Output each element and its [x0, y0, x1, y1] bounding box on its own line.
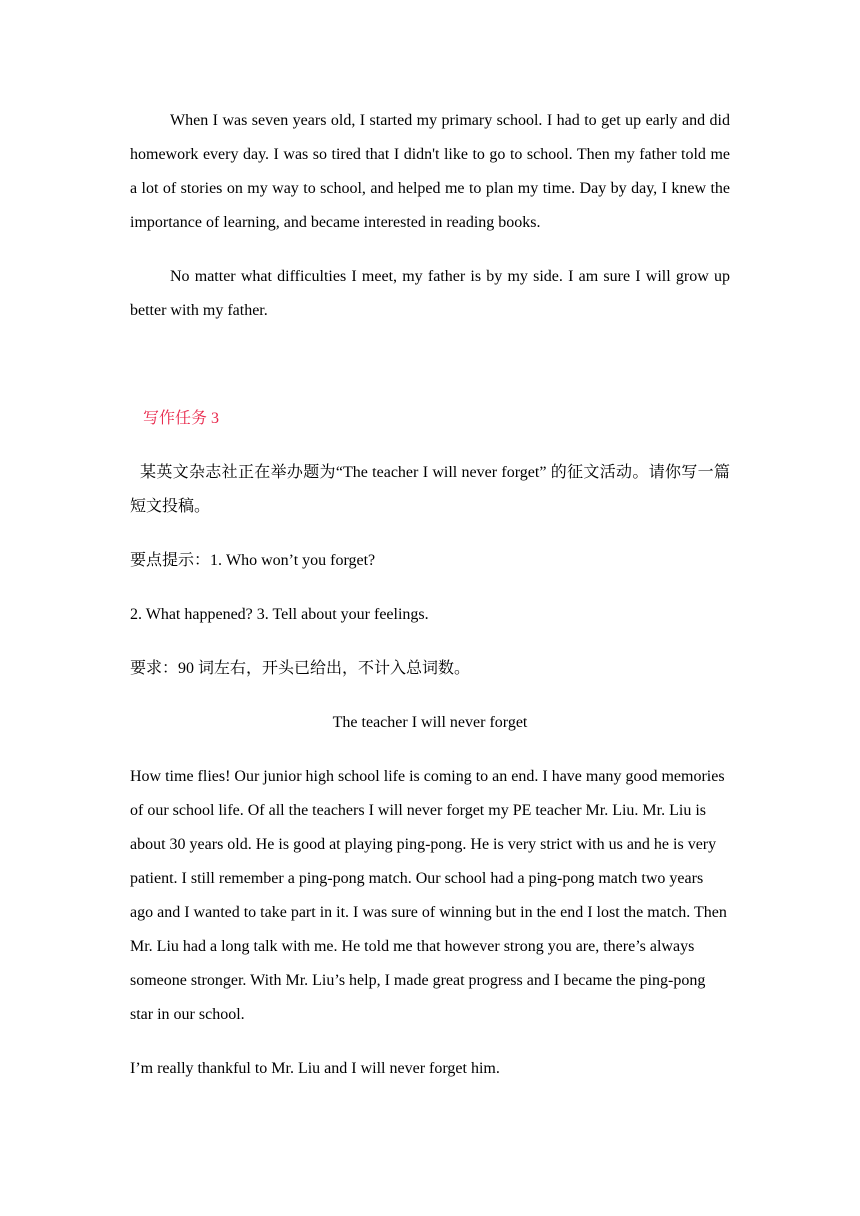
task-3-prompt: 某英文杂志社正在举办题为“The teacher I will never forget” 的征文活动。请你写一篇短文投稿。 — [130, 464, 730, 515]
essay-paragraph-2: I’m really thankful to Mr. Liu and I will never forget him. — [130, 1060, 500, 1077]
essay-paragraph-1: How time flies! Our junior high school life is coming to an end. I have many good memories of our school life. Of all the teachers I will never forget my PE teacher Mr. Liu. Mr. Liu is about 30 years old. He is good at playing ping-pong. He is very strict with us and he is very patient. I still remember a ping-pong match. Our school had a ping-pong match two years ago and I wanted to take part in it. I was sure of winning but in the end I lost the match. Then Mr. Liu had a long talk with me. He told me that however strong you are, there’s always someone stronger. With Mr. Liu’s help, I made great progress and I became the ping-pong star in our school. — [130, 768, 727, 1023]
essay-title: The teacher I will never forget — [332, 714, 528, 731]
task-3-tips-line-2: 2. What happened? 3. Tell about your feelings. — [130, 606, 429, 623]
story-paragraph-2: No matter what difficulties I meet, my father is by my side. I am sure I will grow up better with my father. — [130, 268, 730, 319]
task-3-title: 写作任务 3 — [143, 410, 220, 427]
task-3-tips-line-1: 要点提示：1. Who won’t you forget? — [130, 552, 376, 569]
task-3-requirement: 要求：90 词左右，开头已给出，不计入总词数。 — [130, 660, 471, 677]
document-page — [130, 104, 730, 1086]
story-paragraph-1: When I was seven years old, I started my primary school. I had to get up early and did homework every day. I was so tired that I didn't like to go to school. Then my father told me a lot of stories on my way to school, and helped me to plan my time. Day by day, I knew the importance of learning, and became interested in reading books. — [130, 112, 730, 231]
